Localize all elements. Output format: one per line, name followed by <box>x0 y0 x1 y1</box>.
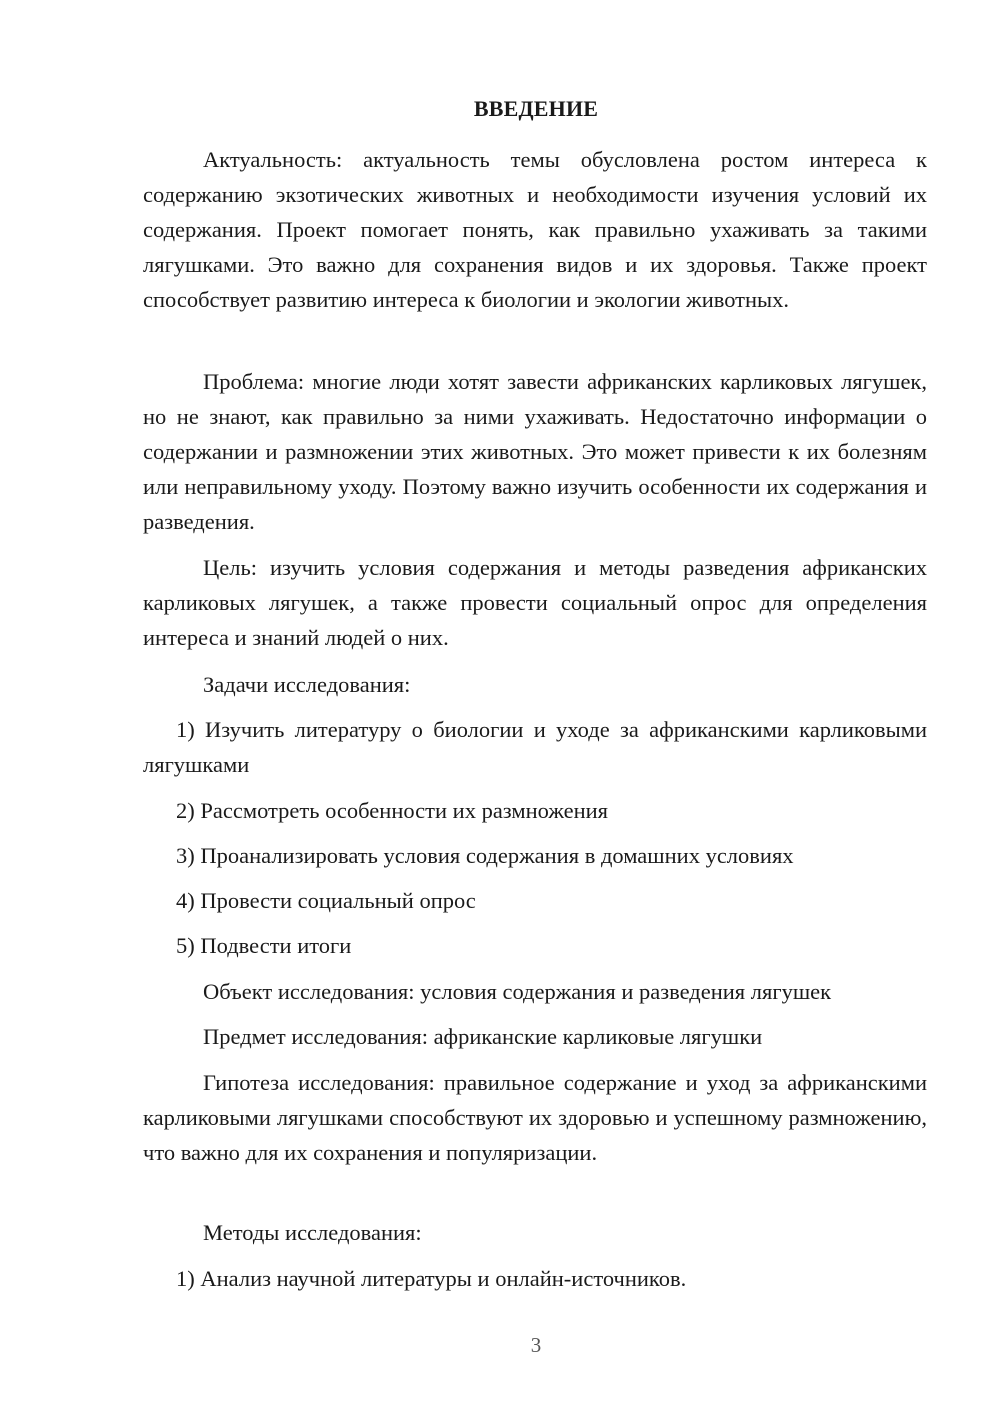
method-item-1: 1) Анализ научной литературы и онлайн-источников. <box>176 1266 687 1291</box>
section-heading: ВВЕДЕНИЕ <box>473 96 599 121</box>
relevance-paragraph: Актуальность: актуальность темы обусловлена ростом интереса к содержанию экзотических животных и необходимости изучения условий их содержания. Проект помогает понять, как правильно ухаживать за такими лягушками. Это важно для сохранения видов и их здоровья. Также проект способствует развитию интереса к биологии и экологии животных. <box>143 147 927 312</box>
research-object: Объект исследования: условия содержания и разведения лягушек <box>203 979 832 1004</box>
task-item-4: 4) Провести социальный опрос <box>176 888 476 913</box>
task-item-3: 3) Проанализировать условия содержания в домашних условиях <box>176 843 794 868</box>
tasks-heading: Задачи исследования: <box>203 672 411 697</box>
task-item-2: 2) Рассмотреть особенности их размножения <box>176 798 609 823</box>
hypothesis-paragraph: Гипотеза исследования: правильное содержание и уход за африканскими карликовыми лягушками способствуют их здоровью и успешному размножению, что важно для их сохранения и популяризации. <box>143 1070 927 1165</box>
problem-paragraph: Проблема: многие люди хотят завести африканских карликовых лягушек, но не знают, как правильно за ними ухаживать. Недостаточно информации о содержании и размножении этих животных. Это может привести к их болезням или неправильному уходу. Поэтому важно изучить особенности их содержания и разведения. <box>143 369 927 534</box>
page-number: 3 <box>530 1333 542 1357</box>
methods-heading: Методы исследования: <box>203 1220 422 1245</box>
research-subject: Предмет исследования: африканские карликовые лягушки <box>203 1024 763 1049</box>
goal-paragraph: Цель: изучить условия содержания и методы разведения африканских карликовых лягушек, а также провести социальный опрос для определения интереса и знаний людей о них. <box>143 555 927 650</box>
task-item-1: 1) Изучить литературу о биологии и уходе за африканскими карликовыми лягушками <box>143 717 927 777</box>
task-item-5: 5) Подвести итоги <box>176 933 352 958</box>
